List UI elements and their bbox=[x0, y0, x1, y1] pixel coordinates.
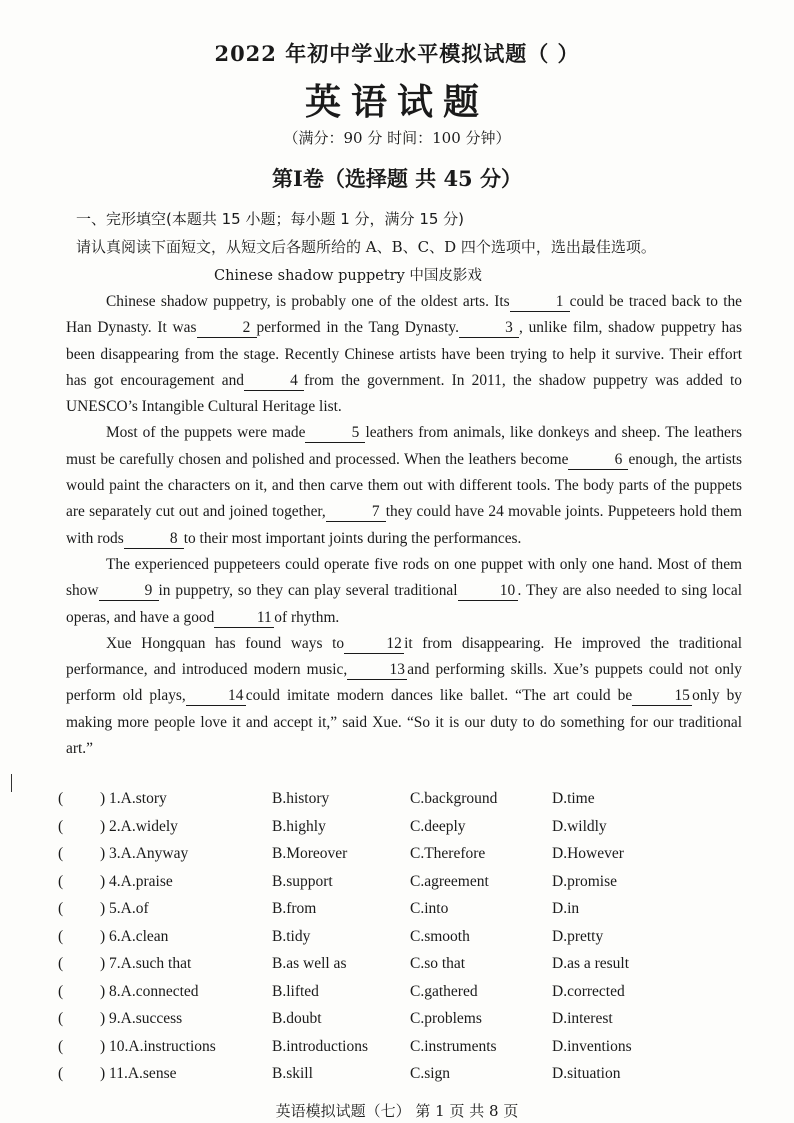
option-b: B.support bbox=[272, 872, 333, 890]
blank-13: 13 bbox=[347, 661, 407, 680]
blank-12: 12 bbox=[344, 635, 404, 654]
option-d: D.corrected bbox=[552, 982, 625, 1000]
passage-title: Chinese shadow puppetry 中国皮影戏 bbox=[214, 268, 482, 284]
answer-paren: ( bbox=[58, 872, 64, 890]
option-d: D.inventions bbox=[552, 1037, 632, 1055]
passage-paragraph-1: Chinese shadow puppetry, is probably one of the oldest arts. Its 1 could be traced back to the Han Dynasty. It was 2 performed in the Tang Dynasty. 3 , unlike film, shadow puppetry has been disappearing from the stage. Recently Chinese artists have been trying to help it survive. Their effort has got encouragement and 4 from the government. In 2011, the shadow puppetry was added to UNESCO’s Intangible Cultural Heritage list. bbox=[66, 293, 743, 416]
option-c: C.into bbox=[410, 900, 449, 917]
option-b: B.history bbox=[272, 790, 330, 807]
answer-paren: ( bbox=[58, 1037, 64, 1055]
blank-4: 4 bbox=[244, 372, 304, 391]
blank-3: 3 bbox=[459, 319, 519, 338]
option-c: C.so that bbox=[410, 955, 466, 972]
cloze-passage bbox=[66, 289, 742, 762]
option-b: B.Moreover bbox=[272, 845, 348, 862]
question-row bbox=[58, 1065, 758, 1093]
blank-15: 15 bbox=[632, 687, 692, 706]
question-row bbox=[58, 1010, 758, 1038]
answer-paren: ( bbox=[58, 790, 64, 807]
passage-paragraph-2: Most of the puppets were made 5 leathers from animals, like donkeys and sheep. The leathers must be carefully chosen and polished and processed. When the leathers become 6 enough, the artists would paint the characters on it, and then carve them out with different tools. The body parts of the puppets are separately cut out and joined together, 7 they could have 24 movable joints. Puppeteers hold them with rods 8 to their most important joints during the performances. bbox=[66, 424, 742, 547]
question-row bbox=[58, 1038, 758, 1066]
option-b: B.doubt bbox=[272, 1010, 322, 1027]
question-row bbox=[58, 955, 758, 983]
score-time-info: （满分：90 分 时间：100 分钟） bbox=[283, 129, 511, 147]
option-a: ) 8.A.connected bbox=[100, 982, 199, 1000]
option-a: ) 7.A.such that bbox=[100, 955, 192, 972]
blank-1: 1 bbox=[510, 293, 570, 312]
instruction-text: 请认真阅读下面短文，从短文后各题所给的 A、B、C、D 四个选项中，选出最佳选项。 bbox=[76, 238, 656, 256]
answer-paren: ( bbox=[58, 845, 64, 862]
option-d: D.wildly bbox=[552, 817, 607, 835]
answer-paren: ( bbox=[58, 1010, 64, 1027]
answer-paren: ( bbox=[58, 982, 64, 1000]
answer-paren: ( bbox=[58, 1065, 64, 1082]
option-a: ) 3.A.Anyway bbox=[100, 845, 189, 862]
option-b: B.introductions bbox=[272, 1037, 369, 1055]
option-c: C.gathered bbox=[410, 982, 478, 1000]
blank-10: 10 bbox=[458, 582, 518, 601]
blank-8: 8 bbox=[124, 530, 184, 549]
question-row bbox=[58, 845, 758, 873]
option-b: B.skill bbox=[272, 1065, 313, 1082]
blank-14: 14 bbox=[186, 687, 246, 706]
question-row bbox=[58, 873, 758, 901]
option-a: ) 5.A.of bbox=[100, 900, 149, 917]
answer-paren: ( bbox=[58, 817, 64, 835]
blank-5: 5 bbox=[305, 424, 365, 443]
option-d: D.in bbox=[552, 900, 580, 917]
option-d: D.promise bbox=[552, 872, 618, 890]
option-b: B.as well as bbox=[272, 955, 347, 972]
section-title: 第Ⅰ卷（选择题 共 45 分） bbox=[272, 166, 522, 191]
option-c: C.background bbox=[410, 790, 498, 807]
question-options-list bbox=[58, 790, 758, 1093]
question-row bbox=[58, 900, 758, 928]
option-c: C.deeply bbox=[410, 817, 466, 835]
question-row bbox=[58, 818, 758, 846]
question-row bbox=[58, 790, 758, 818]
option-c: C.sign bbox=[410, 1065, 451, 1082]
option-a: ) 1.A.story bbox=[100, 790, 167, 807]
option-a: ) 6.A.clean bbox=[100, 927, 169, 945]
margin-pen-mark bbox=[11, 774, 12, 792]
option-a: ) 10.A.instructions bbox=[100, 1037, 216, 1055]
option-c: C.problems bbox=[410, 1010, 482, 1027]
option-d: D.situation bbox=[552, 1065, 621, 1082]
part-heading: 一、完形填空(本题共 15 小题；每小题 1 分，满分 15 分) bbox=[76, 210, 465, 228]
option-a: ) 11.A.sense bbox=[100, 1065, 177, 1082]
blank-9: 9 bbox=[99, 582, 159, 601]
option-d: D.as a result bbox=[552, 955, 630, 972]
passage-paragraph-3: The experienced puppeteers could operate five rods on one puppet with only one hand. Most of them show 9 in puppetry, so they can play several traditional 10 . They are also needed to sing local operas, and have a good 11 of rhythm. bbox=[66, 555, 742, 626]
question-row bbox=[58, 983, 758, 1011]
option-a: ) 2.A.widely bbox=[100, 817, 178, 835]
option-d: D.pretty bbox=[552, 927, 604, 945]
answer-paren: ( bbox=[58, 900, 64, 917]
answer-paren: ( bbox=[58, 955, 64, 972]
option-c: C.smooth bbox=[410, 927, 470, 945]
subject-title: 英语试题 bbox=[304, 81, 489, 123]
passage-paragraph-4: Xue Hongquan has found ways to 12 it from disappearing. He improved the traditional performance, and introduced modern music, 13 and performing skills. Xue’s puppets could not only perform old plays, 14 could imitate modern dances like ballet. “The art could be 15 only by making more people love it and accept it,” said Xue. “So it is our duty to do something for our traditional art.” bbox=[66, 634, 742, 758]
option-b: B.lifted bbox=[272, 982, 319, 1000]
option-d: D.interest bbox=[552, 1010, 613, 1027]
option-a: ) 9.A.success bbox=[100, 1010, 183, 1027]
answer-paren: ( bbox=[58, 927, 64, 945]
option-b: B.from bbox=[272, 900, 317, 917]
blank-11: 11 bbox=[214, 609, 274, 628]
option-a: ) 4.A.praise bbox=[100, 872, 173, 890]
option-c: C.instruments bbox=[410, 1037, 497, 1055]
blank-6: 6 bbox=[568, 451, 628, 470]
option-d: D.However bbox=[552, 845, 624, 862]
blank-2: 2 bbox=[197, 319, 257, 338]
option-c: C.Therefore bbox=[410, 845, 486, 862]
option-b: B.tidy bbox=[272, 927, 311, 945]
blank-7: 7 bbox=[326, 503, 386, 522]
question-row bbox=[58, 928, 758, 956]
option-d: D.time bbox=[552, 790, 595, 807]
option-c: C.agreement bbox=[410, 872, 489, 890]
page-footer: 英语模拟试题（七） 第 1 页 共 8 页 bbox=[275, 1102, 519, 1120]
exam-title: 2022 年初中学业水平模拟试题（ ） bbox=[214, 41, 580, 66]
option-b: B.highly bbox=[272, 817, 326, 835]
